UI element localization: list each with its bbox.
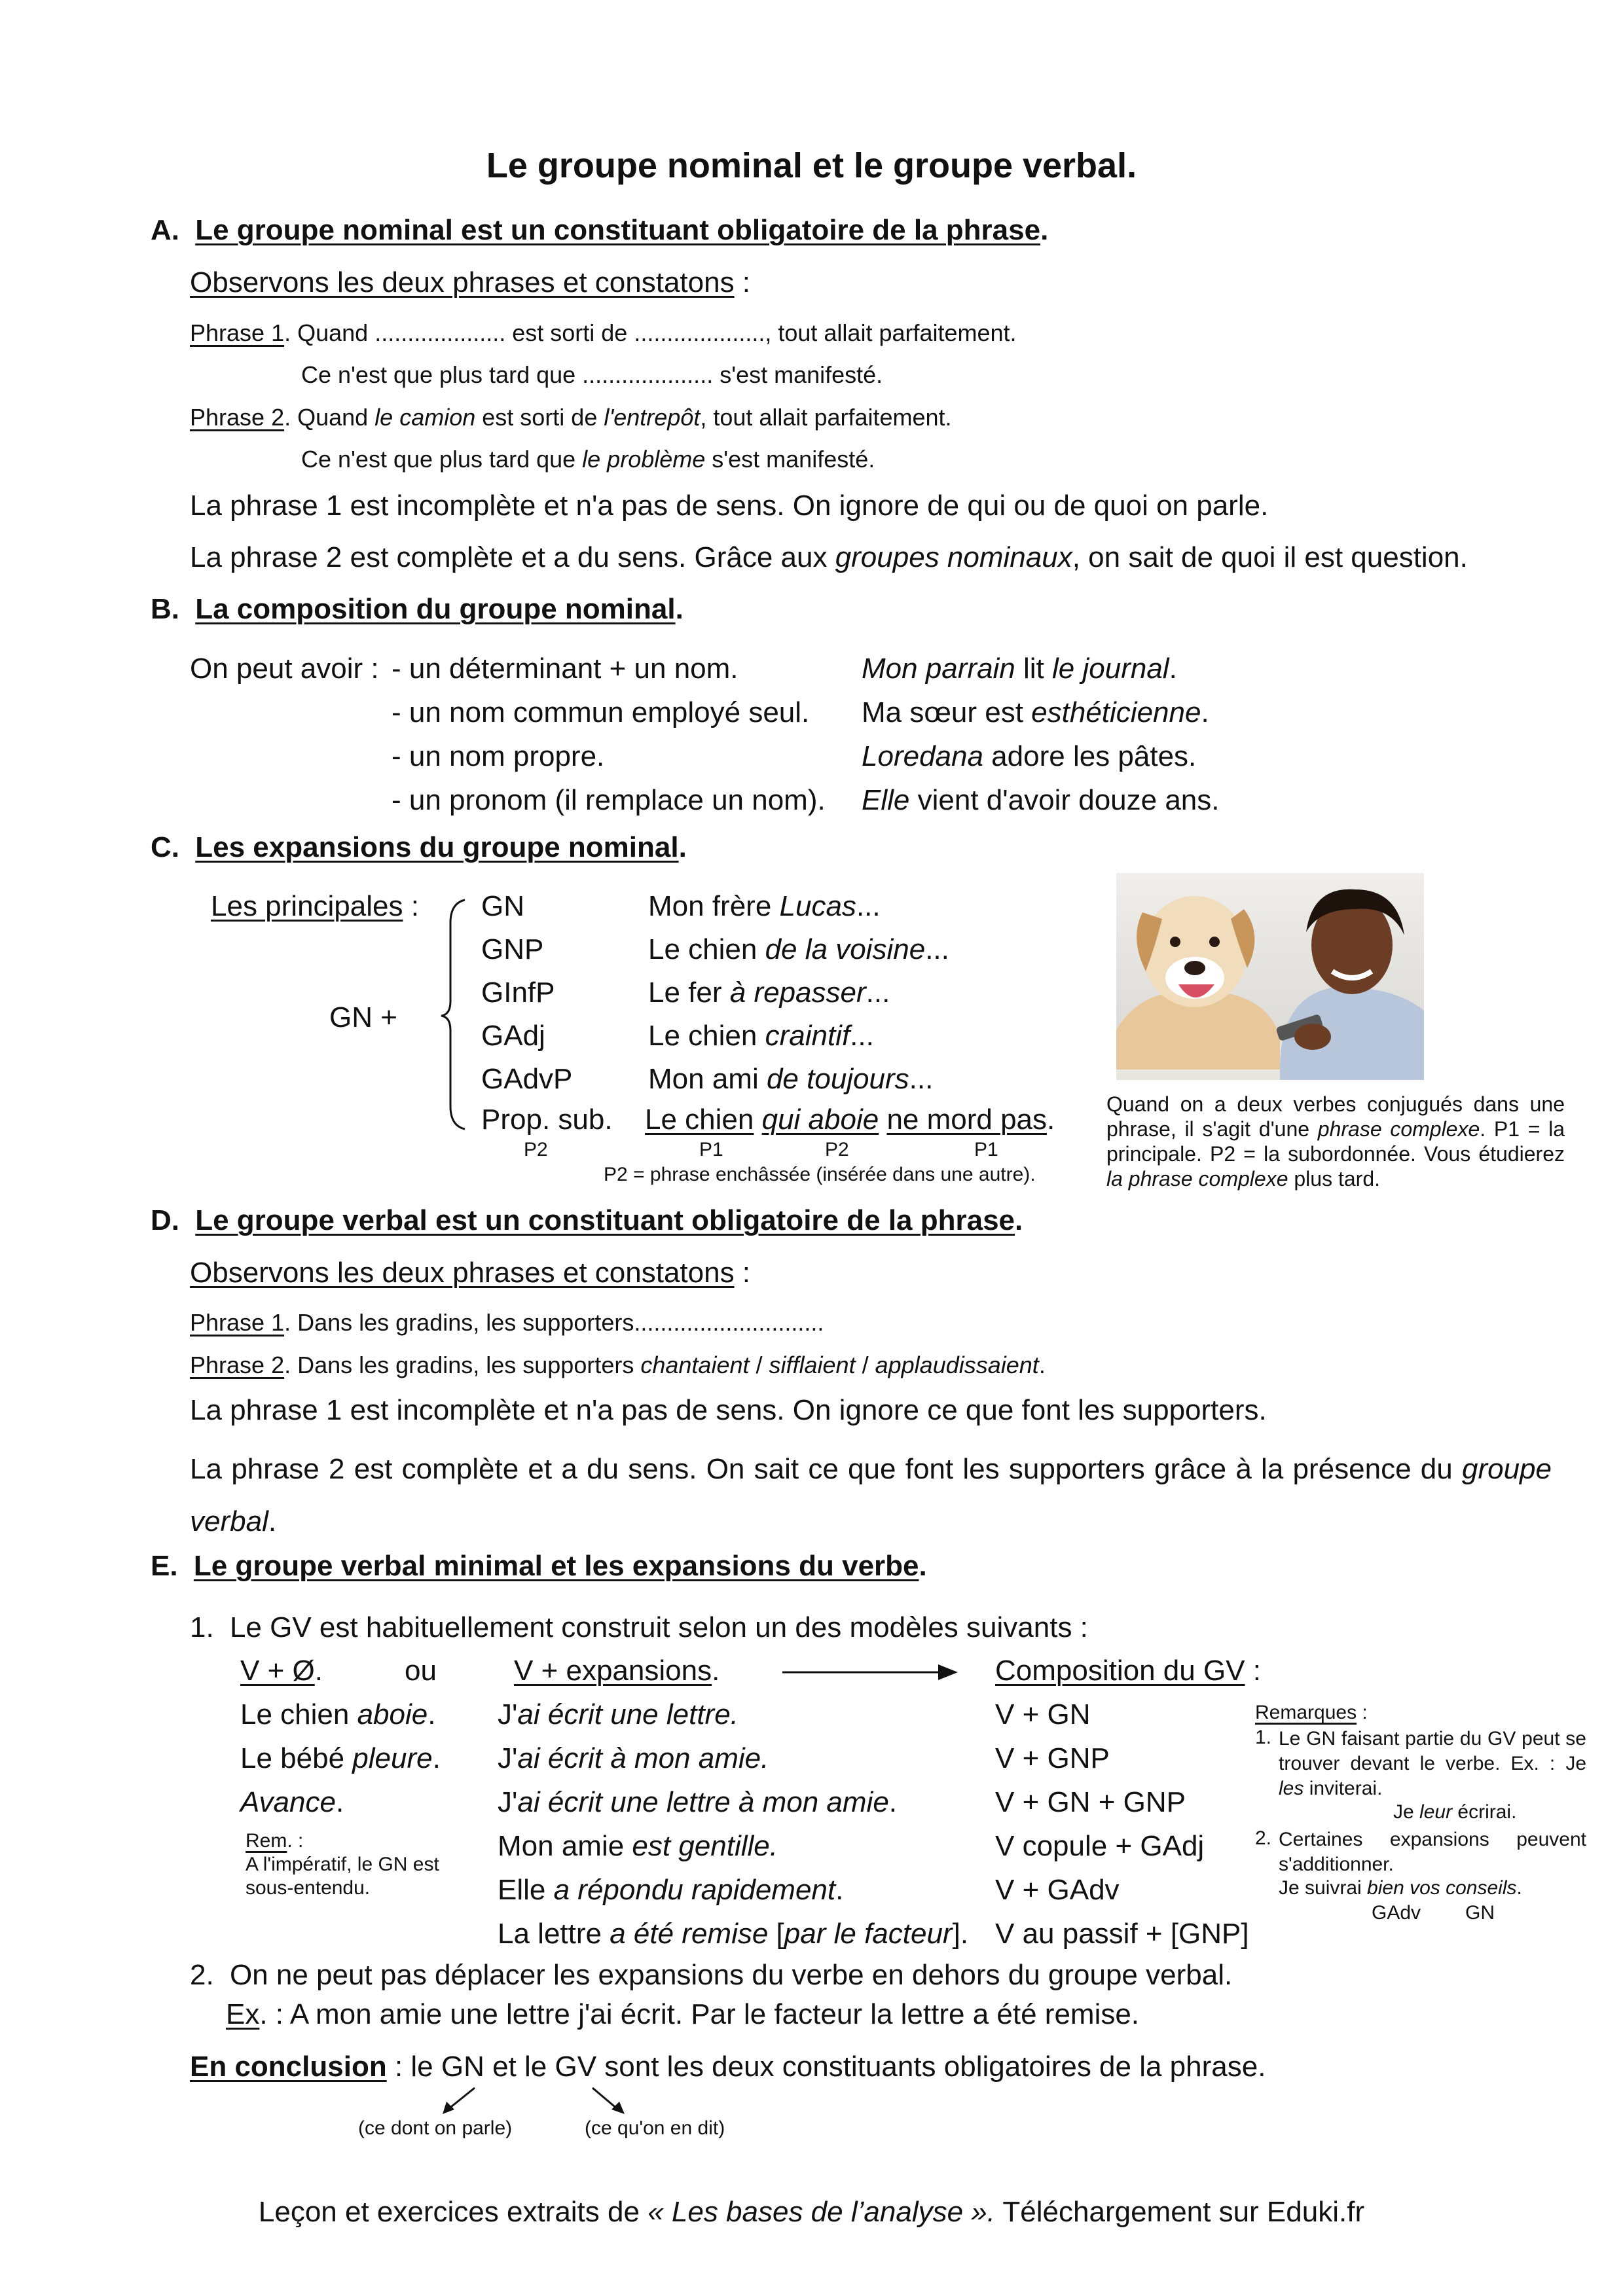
section-d-heading: D. Le groupe verbal est un constituant obligatoire de la phrase.: [151, 1204, 1023, 1236]
composition-example: Elle vient d'avoir douze ans.: [862, 784, 1220, 816]
composition-intro: On peut avoir :: [190, 653, 379, 685]
phrase-2-line-1: Phrase 2. Quand le camion est sorti de l'entrepôt, tout allait parfaitement.: [190, 404, 952, 431]
expansion-type: GAdvP: [481, 1063, 573, 1095]
expansion-example: Mon amie est gentille.: [498, 1830, 778, 1862]
phrase-1-line-2: Ce n'est que plus tard que .................... s'est manifesté.: [301, 361, 883, 388]
section-title: Le groupe nominal est un constituant obligatoire de la phrase: [195, 214, 1041, 246]
header-or: ou: [405, 1655, 437, 1687]
expansion-type: GNP: [481, 933, 544, 965]
item-1: 1. Le GV est habituellement construit selon un des modèles suivants :: [190, 1611, 1088, 1643]
composition-item: V copule + GAdj: [995, 1830, 1205, 1862]
remark-2-example: Je suivrai bien vos conseils.: [1279, 1877, 1522, 1899]
final-conclusion: En conclusion : le GN et le GV sont les deux constituants obligatoires de la phrase.: [190, 2051, 1266, 2083]
section-c-heading: C. Les expansions du groupe nominal.: [151, 831, 687, 863]
observe-text: Observons les deux phrases et constatons: [190, 266, 735, 298]
footer: Leçon et exercices extraits de « Les bases de l’analyse ». Téléchargement sur Eduki.fr: [258, 2196, 1365, 2228]
girl-and-dog-photo: [1116, 873, 1424, 1080]
composition-type: - un déterminant + un nom.: [392, 653, 739, 685]
section-letter: E.: [151, 1550, 178, 1582]
header-expansions: V + expansions.: [514, 1655, 720, 1687]
phrase-1: Phrase 1. Dans les gradins, les supporters.............................: [190, 1309, 824, 1336]
item-2-example: Ex. : A mon amie une lettre j'ai écrit. Par le facteur la lettre a été remise.: [226, 1998, 1140, 2030]
composition-example: Ma sœur est esthéticienne.: [862, 696, 1209, 728]
expansion-example: J'ai écrit une lettre à mon amie.: [498, 1786, 898, 1818]
section-letter: D.: [151, 1204, 179, 1236]
remark-1-num: 1.: [1255, 1727, 1272, 1748]
observe-line: Observons les deux phrases et constatons :: [190, 1257, 751, 1289]
composition-example: Loredana adore les pâtes.: [862, 740, 1197, 772]
minimal-example: Le chien aboie.: [240, 1698, 436, 1731]
composition-item: V au passif + [GNP]: [995, 1918, 1249, 1950]
prop-sub-type: Prop. sub.: [481, 1103, 613, 1136]
composition-example: Mon parrain lit le journal.: [862, 653, 1177, 685]
expansion-example: Le fer à repasser...: [648, 977, 890, 1009]
composition-item: V + GNP: [995, 1742, 1110, 1774]
composition-type: - un nom propre.: [392, 740, 605, 772]
gn-plus-label: GN +: [329, 1001, 397, 1033]
p2-label: P2: [524, 1139, 548, 1160]
expansion-example: Le chien craintif...: [648, 1020, 874, 1052]
conclusion-1: La phrase 1 est incomplète et n'a pas de sens. On ignore de qui ou de quoi on parle.: [190, 490, 1269, 522]
section-title: Les expansions du groupe nominal: [195, 831, 679, 863]
section-a-heading: A. Le groupe nominal est un constituant obligatoire de la phrase.: [151, 214, 1049, 246]
prop-sub-example: Le chien qui aboie ne mord pas.: [645, 1103, 1055, 1136]
minimal-example: Le bébé pleure.: [240, 1742, 441, 1774]
expansion-example: Le chien de la voisine...: [648, 933, 949, 965]
section-letter: A.: [151, 214, 179, 246]
section-title: La composition du groupe nominal: [195, 593, 676, 625]
phrase-2-line-2: Ce n'est que plus tard que le problème s'est manifesté.: [301, 446, 875, 473]
composition-type: - un pronom (il remplace un nom).: [392, 784, 826, 816]
remark-1-example: Je leur écrirai.: [1393, 1801, 1517, 1823]
gadv-label: GAdv: [1372, 1902, 1421, 1924]
arrow-down-left-icon: [439, 2085, 478, 2117]
phrase-1-line-1: Phrase 1. Quand .................... est sorti de ...................., tout allait parfaitement.: [190, 319, 1017, 346]
p1-label: P1: [699, 1139, 723, 1160]
remark-2-num: 2.: [1255, 1827, 1272, 1849]
expansion-example: La lettre a été remise [par le facteur].: [498, 1918, 969, 1950]
expansion-type: GAdj: [481, 1020, 545, 1052]
composition-item: V + GN: [995, 1698, 1091, 1731]
section-e-heading: E. Le groupe verbal minimal et les expansions du verbe.: [151, 1550, 927, 1582]
header-composition: Composition du GV :: [995, 1655, 1261, 1687]
section-letter: C.: [151, 831, 179, 863]
phrase-2: Phrase 2. Dans les gradins, les supporters chantaient / sifflaient / applaudissaient.: [190, 1352, 1046, 1378]
page-title: Le groupe nominal et le groupe verbal.: [486, 146, 1137, 185]
minimal-example: Avance.: [240, 1786, 344, 1818]
expansion-example: J'ai écrit une lettre.: [498, 1698, 739, 1731]
expansion-example: J'ai écrit à mon amie.: [498, 1742, 769, 1774]
expansion-type: GInfP: [481, 977, 555, 1009]
principales-label: Les principales :: [211, 890, 419, 922]
section-title: Le groupe verbal minimal et les expansions du verbe: [193, 1550, 919, 1582]
expansion-type: GN: [481, 890, 524, 922]
observe-line: Observons les deux phrases et constatons :: [190, 266, 751, 298]
curly-brace-icon: [439, 897, 471, 1132]
expansion-example: Mon ami de toujours...: [648, 1063, 934, 1095]
conclusion-2: La phrase 2 est complète et a du sens. On sait ce que font les supporters grâce à la présence du groupe verbal.: [190, 1453, 1552, 1537]
p2-label: P2: [825, 1139, 849, 1160]
complex-sentence-note: Quand on a deux verbes conjugués dans une phrase, il s'agit d'une phrase complexe. P1 = la principale. P2 = la subordonnée. Vous étudierez la phrase complexe plus tard.: [1106, 1092, 1565, 1191]
remark-2: Certaines expansions peuvent s'additionner.: [1279, 1829, 1586, 1875]
gv-explanation: (ce qu'on en dit): [585, 2117, 725, 2139]
section-letter: B.: [151, 593, 179, 625]
remark-1: Le GN faisant partie du GV peut se trouver devant le verbe. Ex. : Je les inviterai.: [1279, 1728, 1586, 1799]
conclusion-2: La phrase 2 est complète et a du sens. Grâce aux groupes nominaux, on sait de quoi il est question.: [190, 541, 1468, 573]
p2-definition: P2 = phrase enchâssée (insérée dans une autre).: [604, 1164, 1036, 1185]
expansion-example: Mon frère Lucas...: [648, 890, 881, 922]
item-2: 2. On ne peut pas déplacer les expansions du verbe en dehors du groupe verbal.: [190, 1959, 1233, 1991]
expansion-example: Elle a répondu rapidement.: [498, 1874, 844, 1906]
conclusion-1: La phrase 1 est incomplète et n'a pas de sens. On ignore ce que font les supporters.: [190, 1394, 1267, 1426]
composition-type: - un nom commun employé seul.: [392, 696, 810, 728]
remarks-heading: Remarques :: [1255, 1702, 1368, 1723]
composition-item: V + GN + GNP: [995, 1786, 1186, 1818]
arrow-right-icon: [782, 1662, 959, 1682]
p1-label: P1: [974, 1139, 998, 1160]
imperative-remark: Rem. : A l'impératif, le GN est sous-entendu.: [246, 1830, 439, 1899]
section-title: Le groupe verbal est un constituant obligatoire de la phrase: [195, 1204, 1015, 1236]
composition-item: V + GAdv: [995, 1874, 1120, 1906]
phrase-label: Phrase 2: [190, 404, 285, 431]
phrase-label: Phrase 1: [190, 319, 285, 346]
gn-explanation: (ce dont on parle): [358, 2117, 513, 2139]
arrow-down-right-icon: [589, 2085, 629, 2117]
header-minimal: V + Ø.: [240, 1655, 323, 1687]
section-b-heading: B. La composition du groupe nominal.: [151, 593, 684, 625]
gn-label: GN: [1465, 1902, 1495, 1924]
